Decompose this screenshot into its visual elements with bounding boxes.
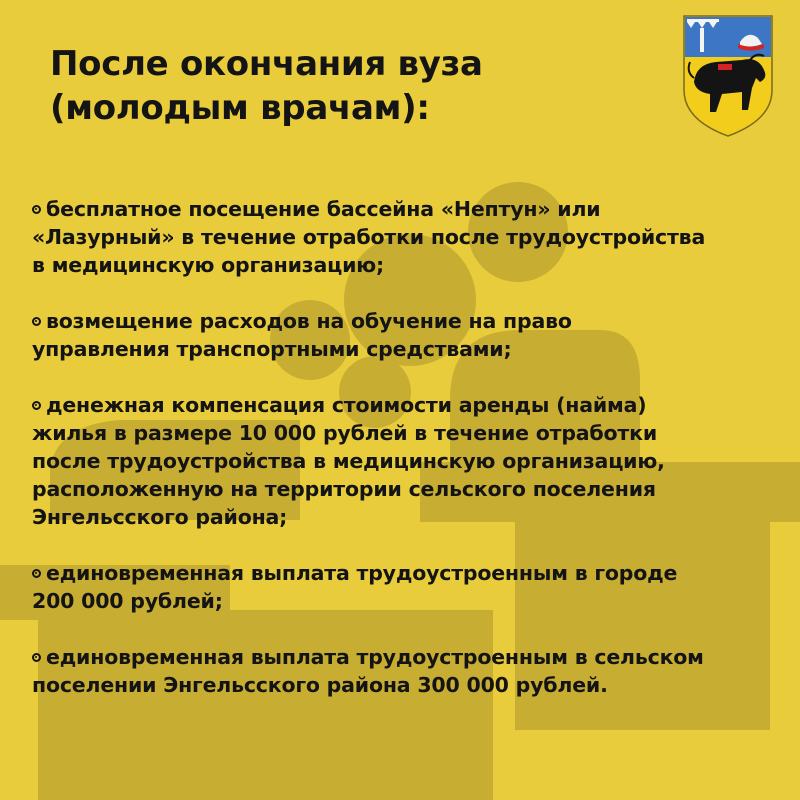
benefit-item (32, 391, 772, 531)
benefit-text: денежная компенсация стоимости аренды (найма) (46, 393, 647, 417)
bullet-icon (32, 569, 41, 578)
benefit-text: жилья в размере 10 000 рублей в течение отработки (32, 421, 657, 445)
benefit-text: Энгельсского района; (32, 505, 288, 529)
benefit-item (32, 307, 772, 363)
benefit-text: возмещение расходов на обучение на право (46, 309, 572, 333)
benefit-item (32, 643, 772, 699)
benefit-text: единовременная выплата трудоустроенным в сельском (46, 645, 704, 669)
benefit-text: в медицинскую организацию; (32, 253, 384, 277)
page-title (50, 42, 610, 130)
bullet-icon (32, 205, 41, 214)
bullet-icon (32, 653, 41, 662)
benefit-text: управления транспортными средствами; (32, 337, 512, 361)
benefit-text: единовременная выплата трудоустроенным в городе (46, 561, 678, 585)
title-line-2: (молодым врачам): (50, 88, 430, 128)
benefit-text: расположенную на территории сельского поселения (32, 477, 656, 501)
benefit-text: бесплатное посещение бассейна «Нептун» или (46, 197, 601, 221)
benefit-item (32, 559, 772, 615)
bullet-icon (32, 401, 41, 410)
benefit-text: «Лазурный» в течение отработки после трудоустройства (32, 225, 706, 249)
benefit-text: поселении Энгельсского района 300 000 рублей. (32, 673, 608, 697)
benefit-text: после трудоустройства в медицинскую организацию, (32, 449, 665, 473)
engels-coat-of-arms-icon (678, 12, 778, 140)
benefit-item (32, 195, 772, 279)
benefits-list (32, 195, 772, 699)
title-line-1: После окончания вуза (50, 44, 483, 84)
benefit-text: 200 000 рублей; (32, 589, 223, 613)
bullet-icon (32, 317, 41, 326)
